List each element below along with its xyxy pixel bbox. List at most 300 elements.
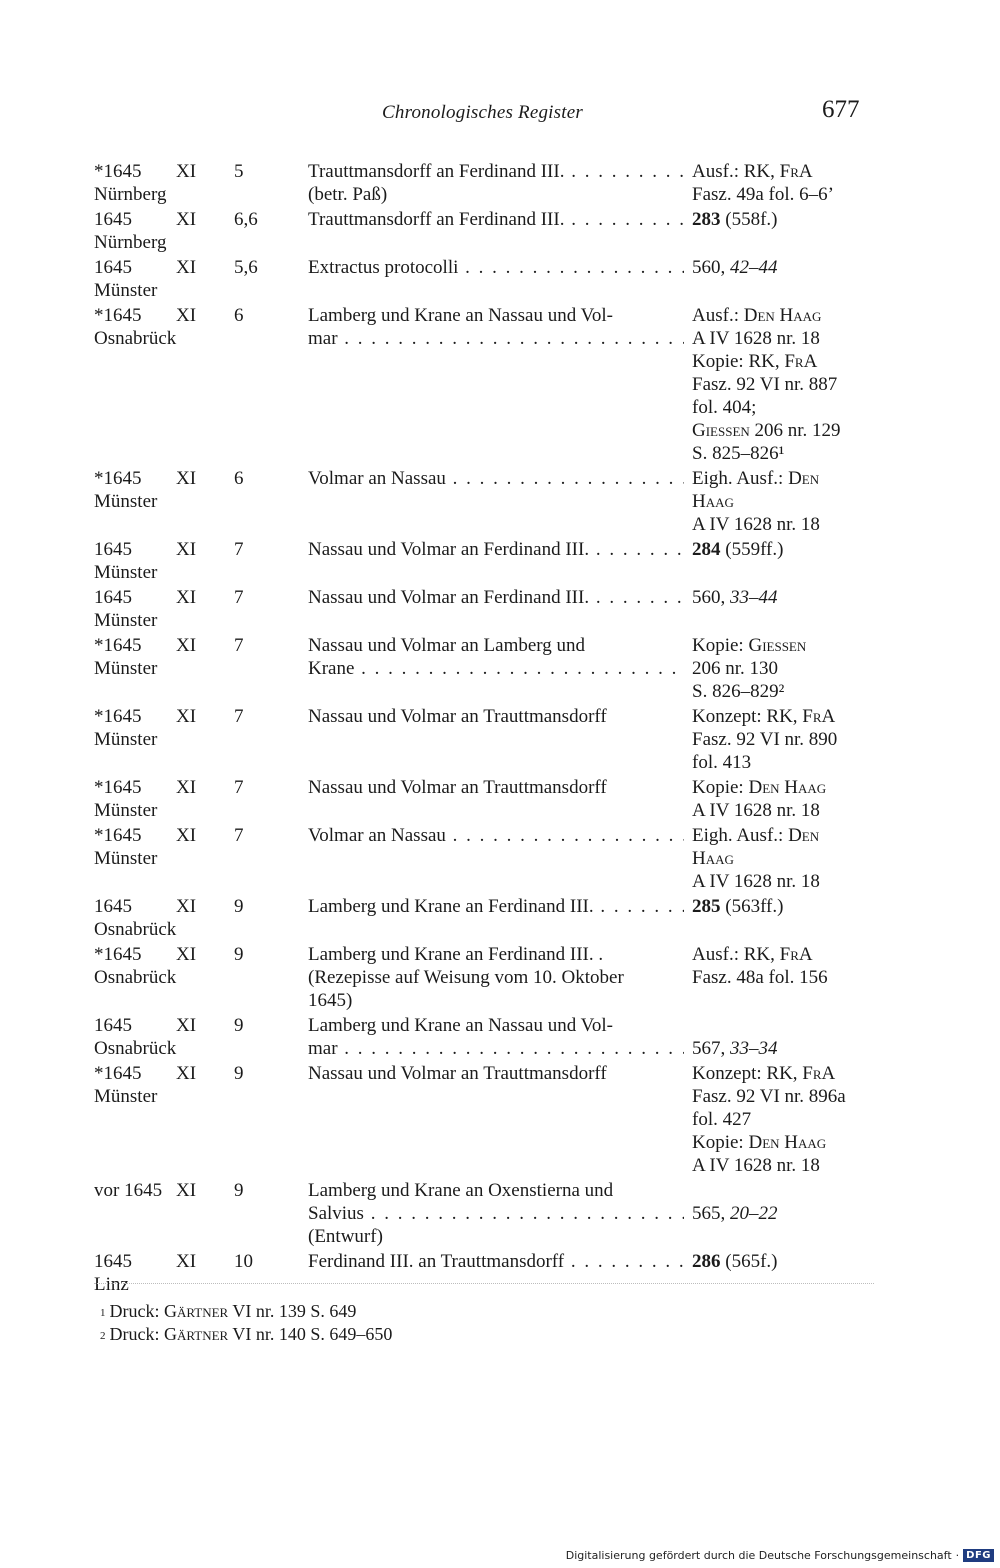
entry-description: [304, 373, 684, 396]
date-year: 1645: [94, 209, 132, 230]
entry-description: Nassau und Volmar an Trauttmansdorff: [308, 706, 607, 727]
date-month: XI: [176, 944, 197, 965]
date-month: XI: [176, 305, 197, 326]
entry-reference: [684, 824, 874, 847]
date-month: XI: [176, 706, 197, 727]
entry-line: [94, 870, 874, 893]
reference-part: A IV 1628 nr. 18: [692, 328, 820, 349]
entry-description: [304, 513, 684, 536]
date-month: XI: [176, 539, 197, 560]
entry-date: [94, 327, 304, 350]
date-place: Münster: [94, 562, 158, 583]
entry-reference: [684, 918, 874, 941]
register-entry: [94, 208, 874, 254]
entry-line: [94, 751, 874, 774]
dfg-logo: DFG: [963, 1549, 994, 1562]
register-entry: [94, 304, 874, 465]
entry-line: [94, 256, 874, 279]
date-year: *1645: [94, 825, 142, 846]
entry-description: [304, 751, 684, 774]
reference-part: FrA: [779, 944, 813, 965]
entry-line: [94, 350, 874, 373]
date-day: 6: [234, 468, 244, 489]
entry-reference: [684, 442, 874, 465]
entry-description: (Rezepisse auf Weisung vom 10. Oktober: [308, 967, 624, 988]
entry-line: [94, 609, 874, 632]
reference-part: Kopie:: [692, 635, 749, 656]
entry-line: [94, 824, 874, 847]
reference-part: 206 nr. 129: [749, 420, 841, 441]
date-month: XI: [176, 635, 197, 656]
entry-date: [94, 870, 304, 893]
entry-reference: [684, 279, 874, 302]
entry-line: [94, 490, 874, 513]
date-place: Osnabrück: [94, 919, 177, 940]
entry-date: [94, 918, 304, 941]
entry-reference: [684, 1273, 874, 1296]
entry-line: [94, 847, 874, 870]
entry-line: [94, 1131, 874, 1154]
register-entry: [94, 943, 874, 1012]
date-day: 9: [234, 1015, 244, 1036]
entry-description: [304, 680, 684, 703]
register-entry: [94, 634, 874, 703]
entry-description: [304, 561, 684, 584]
entry-description: [304, 396, 684, 419]
footnote-mark: 1: [100, 1307, 106, 1319]
entry-date: [94, 705, 304, 728]
entry-reference: [684, 231, 874, 254]
reference-part: 560,: [692, 587, 730, 608]
entry-date: [94, 966, 304, 989]
reference-part: Konzept: RK,: [692, 706, 803, 727]
entry-line: [94, 705, 874, 728]
entry-description: [304, 1273, 684, 1296]
date-year: *1645: [94, 635, 142, 656]
entry-reference: [684, 634, 874, 657]
entry-reference: [684, 609, 874, 632]
entry-line: [94, 1062, 874, 1085]
entry-line: [94, 231, 874, 254]
date-month: XI: [176, 825, 197, 846]
entry-description: [304, 799, 684, 822]
entry-reference: [684, 373, 874, 396]
date-day: 9: [234, 1063, 244, 1084]
entry-date: [94, 895, 304, 918]
entry-date: [94, 609, 304, 632]
reference-part: 42–44: [730, 257, 778, 278]
reference-part: Konzept: RK,: [692, 1063, 803, 1084]
date-day: 9: [234, 944, 244, 965]
date-year: *1645: [94, 468, 142, 489]
reference-part: Den Haag: [743, 305, 822, 326]
reference-part: Kopie:: [692, 1132, 749, 1153]
date-place: Münster: [94, 848, 158, 869]
reference-part: Giessen: [748, 635, 807, 656]
entry-reference: [684, 728, 874, 751]
document-number: 284: [692, 539, 721, 560]
entry-date: [94, 467, 304, 490]
date-year: *1645: [94, 161, 142, 182]
entry-date: [94, 538, 304, 561]
entry-date: [94, 728, 304, 751]
entry-line: [94, 943, 874, 966]
footnote-text: Druck:: [109, 1301, 164, 1321]
entry-line: [94, 373, 874, 396]
date-place: Nürnberg: [94, 184, 167, 205]
entry-description: Lamberg und Krane an Nassau und Vol-: [308, 1015, 613, 1036]
entry-description: Nassau und Volmar an Trauttmansdorff: [308, 1063, 607, 1084]
date-year: 1645: [94, 587, 132, 608]
reference-part: FrA: [802, 706, 836, 727]
date-month: XI: [176, 777, 197, 798]
date-month: XI: [176, 1180, 197, 1201]
reference-part: 565,: [692, 1203, 730, 1224]
date-year: *1645: [94, 944, 142, 965]
entry-date: [94, 799, 304, 822]
date-place: Nürnberg: [94, 232, 167, 253]
entry-date: [94, 1037, 304, 1060]
entry-line: [94, 208, 874, 231]
date-day: 7: [234, 706, 244, 727]
document-number: 283: [692, 209, 721, 230]
entry-line: [94, 1108, 874, 1131]
entry-reference: [684, 160, 874, 183]
entry-date: [94, 634, 304, 657]
entry-line: [94, 160, 874, 183]
entry-description: Ferdinand III. an Trauttmansdorff . . .: [304, 1250, 684, 1273]
reference-part: S. 825–826¹: [692, 443, 785, 464]
entry-reference: [684, 183, 874, 206]
entry-reference: [684, 966, 874, 989]
entry-line: [94, 327, 874, 350]
entry-line: [94, 895, 874, 918]
footnote: [100, 1323, 392, 1346]
entry-description: Lamberg und Krane an Nassau und Vol-: [308, 305, 613, 326]
entry-reference: [684, 1179, 874, 1202]
reference-part: Den: [788, 468, 820, 489]
reference-part: FrA: [784, 351, 818, 372]
entry-reference: [684, 538, 874, 561]
entry-line: [94, 561, 874, 584]
reference-part: FrA: [779, 161, 813, 182]
document-number: 285: [692, 896, 721, 917]
entry-reference: [684, 1037, 874, 1060]
entry-description: 1645): [308, 990, 353, 1011]
reference-part: 20–22: [730, 1203, 778, 1224]
entry-date: [94, 1062, 304, 1085]
reference-part: (559ff.): [720, 539, 784, 560]
date-month: XI: [176, 209, 197, 230]
date-day: 7: [234, 825, 244, 846]
date-day: 7: [234, 587, 244, 608]
entry-reference: [684, 327, 874, 350]
register-entry: [94, 1014, 874, 1060]
entry-date: [94, 657, 304, 680]
entry-date: [94, 350, 304, 373]
date-day: 10: [234, 1251, 253, 1272]
entry-reference: [684, 680, 874, 703]
dfg-separator: ·: [955, 1549, 960, 1562]
date-month: XI: [176, 1251, 197, 1272]
entry-date: [94, 776, 304, 799]
entry-description: Nassau und Volmar an Ferdinand III. . . .: [304, 538, 684, 561]
entry-description: Nassau und Volmar an Trauttmansdorff: [308, 777, 607, 798]
reference-part: A IV 1628 nr. 18: [692, 514, 820, 535]
date-place: Münster: [94, 800, 158, 821]
entry-description: [304, 1085, 684, 1108]
entry-description: [304, 350, 684, 373]
date-day: 7: [234, 777, 244, 798]
entry-line: [94, 419, 874, 442]
register-entry: [94, 1179, 874, 1248]
entry-reference: [684, 1014, 874, 1037]
entry-line: [94, 799, 874, 822]
entry-line: [94, 989, 874, 1012]
entry-line: [94, 1273, 874, 1296]
entry-description: [304, 728, 684, 751]
entry-description: Lamberg und Krane an Ferdinand III. . . .: [304, 895, 684, 918]
entry-line: [94, 467, 874, 490]
entry-line: [94, 634, 874, 657]
entry-description: mar . . .: [304, 327, 684, 350]
entry-description: [304, 279, 684, 302]
entry-line: [94, 1250, 874, 1273]
date-day: 5,6: [234, 257, 258, 278]
entry-line: [94, 442, 874, 465]
entry-line: [94, 680, 874, 703]
reference-part: 206 nr. 130: [692, 658, 779, 679]
entry-line: [94, 183, 874, 206]
entry-description: [304, 419, 684, 442]
register-entry: [94, 705, 874, 774]
entry-date: [94, 989, 304, 1012]
footnote-mark: 2: [100, 1330, 106, 1342]
date-day: 7: [234, 635, 244, 656]
entry-reference: [684, 490, 874, 513]
entry-description: Trauttmansdorff an Ferdinand III. . . .: [304, 208, 684, 231]
page-number: 677: [822, 96, 860, 123]
footnote: [100, 1300, 392, 1323]
reference-part: (558f.): [720, 209, 778, 230]
entry-description: (betr. Paß): [308, 184, 388, 205]
entry-reference: [684, 256, 874, 279]
reference-part: fol. 427: [692, 1109, 752, 1130]
reference-part: Kopie:: [692, 777, 749, 798]
reference-part: Fasz. 48a fol. 156: [692, 967, 828, 988]
document-number: 286: [692, 1251, 721, 1272]
register-entry: [94, 256, 874, 302]
entry-line: [94, 1225, 874, 1248]
dfg-credit: [566, 1549, 994, 1562]
reference-part: fol. 413: [692, 752, 752, 773]
entry-reference: [684, 350, 874, 373]
date-month: XI: [176, 1015, 197, 1036]
entry-line: [94, 304, 874, 327]
entry-line: [94, 1154, 874, 1177]
entry-date: [94, 586, 304, 609]
entry-reference: [684, 1202, 874, 1225]
entry-date: [94, 304, 304, 327]
entry-reference: [684, 513, 874, 536]
date-month: XI: [176, 468, 197, 489]
entry-reference: [684, 208, 874, 231]
entry-description: [304, 870, 684, 893]
dfg-credit-text: Digitalisierung gefördert durch die Deutsche Forschungsgemeinschaft: [565, 1549, 952, 1562]
entry-reference: [684, 943, 874, 966]
date-place: Münster: [94, 1086, 158, 1107]
entry-reference: [684, 1154, 874, 1177]
date-year: *1645: [94, 1063, 142, 1084]
date-month: XI: [176, 257, 197, 278]
reference-part: Fasz. 49a fol. 6–6’: [692, 184, 834, 205]
entry-description: [304, 847, 684, 870]
date-place: Osnabrück: [94, 328, 177, 349]
entry-description: Volmar an Nassau . . .: [304, 467, 684, 490]
register-entry: [94, 776, 874, 822]
date-place: Münster: [94, 658, 158, 679]
entry-reference: [684, 561, 874, 584]
entry-reference: [684, 1225, 874, 1248]
entry-reference: [684, 776, 874, 799]
entry-date: [94, 1202, 304, 1225]
date-month: XI: [176, 896, 197, 917]
entry-date: [94, 208, 304, 231]
register-entry: [94, 538, 874, 584]
entry-reference: [684, 1062, 874, 1085]
date-day: 6,6: [234, 209, 258, 230]
reference-part: (565f.): [720, 1251, 778, 1272]
entry-line: [94, 396, 874, 419]
reference-part: Eigh. Ausf.:: [692, 468, 789, 489]
entry-reference: [684, 419, 874, 442]
reference-part: Haag: [692, 848, 734, 869]
entry-line: [94, 1179, 874, 1202]
entry-date: [94, 419, 304, 442]
entry-reference: [684, 989, 874, 1012]
entry-reference: [684, 895, 874, 918]
date-day: 9: [234, 1180, 244, 1201]
entry-description: [304, 1108, 684, 1131]
reference-part: Giessen: [692, 420, 750, 441]
entry-line: [94, 776, 874, 799]
footnote-author: Gärtner: [163, 1301, 229, 1321]
entry-reference: [684, 304, 874, 327]
date-year: *1645: [94, 305, 142, 326]
reference-part: A IV 1628 nr. 18: [692, 800, 820, 821]
entry-reference: [684, 1131, 874, 1154]
entry-reference: [684, 705, 874, 728]
date-year: vor 1645: [94, 1180, 163, 1201]
date-year: 1645: [94, 1251, 132, 1272]
entry-line: [94, 1014, 874, 1037]
entry-date: [94, 513, 304, 536]
date-month: XI: [176, 161, 197, 182]
entry-description: [304, 1154, 684, 1177]
entry-date: [94, 1108, 304, 1131]
entry-date: [94, 256, 304, 279]
running-title: Chronologisches Register: [382, 102, 583, 123]
date-place: Münster: [94, 280, 158, 301]
entry-reference: [684, 1085, 874, 1108]
reference-part: 33–34: [730, 1038, 778, 1059]
entry-date: [94, 751, 304, 774]
entry-description: Lamberg und Krane an Oxenstierna und: [308, 1180, 614, 1201]
entry-date: [94, 1273, 304, 1296]
date-day: 6: [234, 305, 244, 326]
entry-reference: [684, 657, 874, 680]
reference-part: 560,: [692, 257, 730, 278]
register-entries: [94, 160, 874, 1298]
entry-date: [94, 373, 304, 396]
reference-part: Haag: [692, 491, 734, 512]
date-place: Münster: [94, 491, 158, 512]
date-year: 1645: [94, 896, 132, 917]
reference-part: Fasz. 92 VI nr. 896a: [692, 1086, 846, 1107]
entry-date: [94, 160, 304, 183]
entry-date: [94, 824, 304, 847]
footnote-rest: VI nr. 140 S. 649–650: [228, 1324, 393, 1344]
register-entry: [94, 160, 874, 206]
entry-line: [94, 513, 874, 536]
entry-description: Nassau und Volmar an Lamberg und: [308, 635, 586, 656]
entry-description: [304, 490, 684, 513]
date-month: XI: [176, 587, 197, 608]
entry-description: [304, 609, 684, 632]
register-entry: [94, 895, 874, 941]
entry-date: [94, 1154, 304, 1177]
register-entry: [94, 824, 874, 893]
register-entry: [94, 586, 874, 632]
reference-part: Ausf.:: [692, 305, 744, 326]
entry-line: [94, 966, 874, 989]
entry-date: [94, 1225, 304, 1248]
reference-part: Den Haag: [748, 777, 827, 798]
entry-date: [94, 490, 304, 513]
reference-part: A IV 1628 nr. 18: [692, 1155, 820, 1176]
entry-description: (Entwurf): [308, 1226, 383, 1247]
entry-reference: [684, 751, 874, 774]
entry-reference: [684, 396, 874, 419]
reference-part: (563ff.): [720, 896, 784, 917]
entry-reference: [684, 870, 874, 893]
entry-line: [94, 586, 874, 609]
entry-date: [94, 680, 304, 703]
date-day: 5: [234, 161, 244, 182]
entry-description: Volmar an Nassau . . .: [304, 824, 684, 847]
reference-part: Ausf.: RK,: [692, 161, 780, 182]
entry-description: [304, 1131, 684, 1154]
entry-description: [304, 231, 684, 254]
date-year: *1645: [94, 777, 142, 798]
entry-description: [304, 442, 684, 465]
entry-reference: [684, 1108, 874, 1131]
date-year: 1645: [94, 539, 132, 560]
entry-date: [94, 1131, 304, 1154]
reference-part: Fasz. 92 VI nr. 890: [692, 729, 838, 750]
entry-description: Krane . . .: [304, 657, 684, 680]
footnotes: [100, 1300, 392, 1346]
entry-line: [94, 918, 874, 941]
footnote-text: Druck:: [109, 1324, 164, 1344]
footnote-rest: VI nr. 139 S. 649: [228, 1301, 357, 1321]
date-year: 1645: [94, 1015, 132, 1036]
entry-line: [94, 657, 874, 680]
register-entry: [94, 1250, 874, 1296]
entry-date: [94, 279, 304, 302]
reference-part: fol. 404;: [692, 397, 757, 418]
entry-date: [94, 847, 304, 870]
